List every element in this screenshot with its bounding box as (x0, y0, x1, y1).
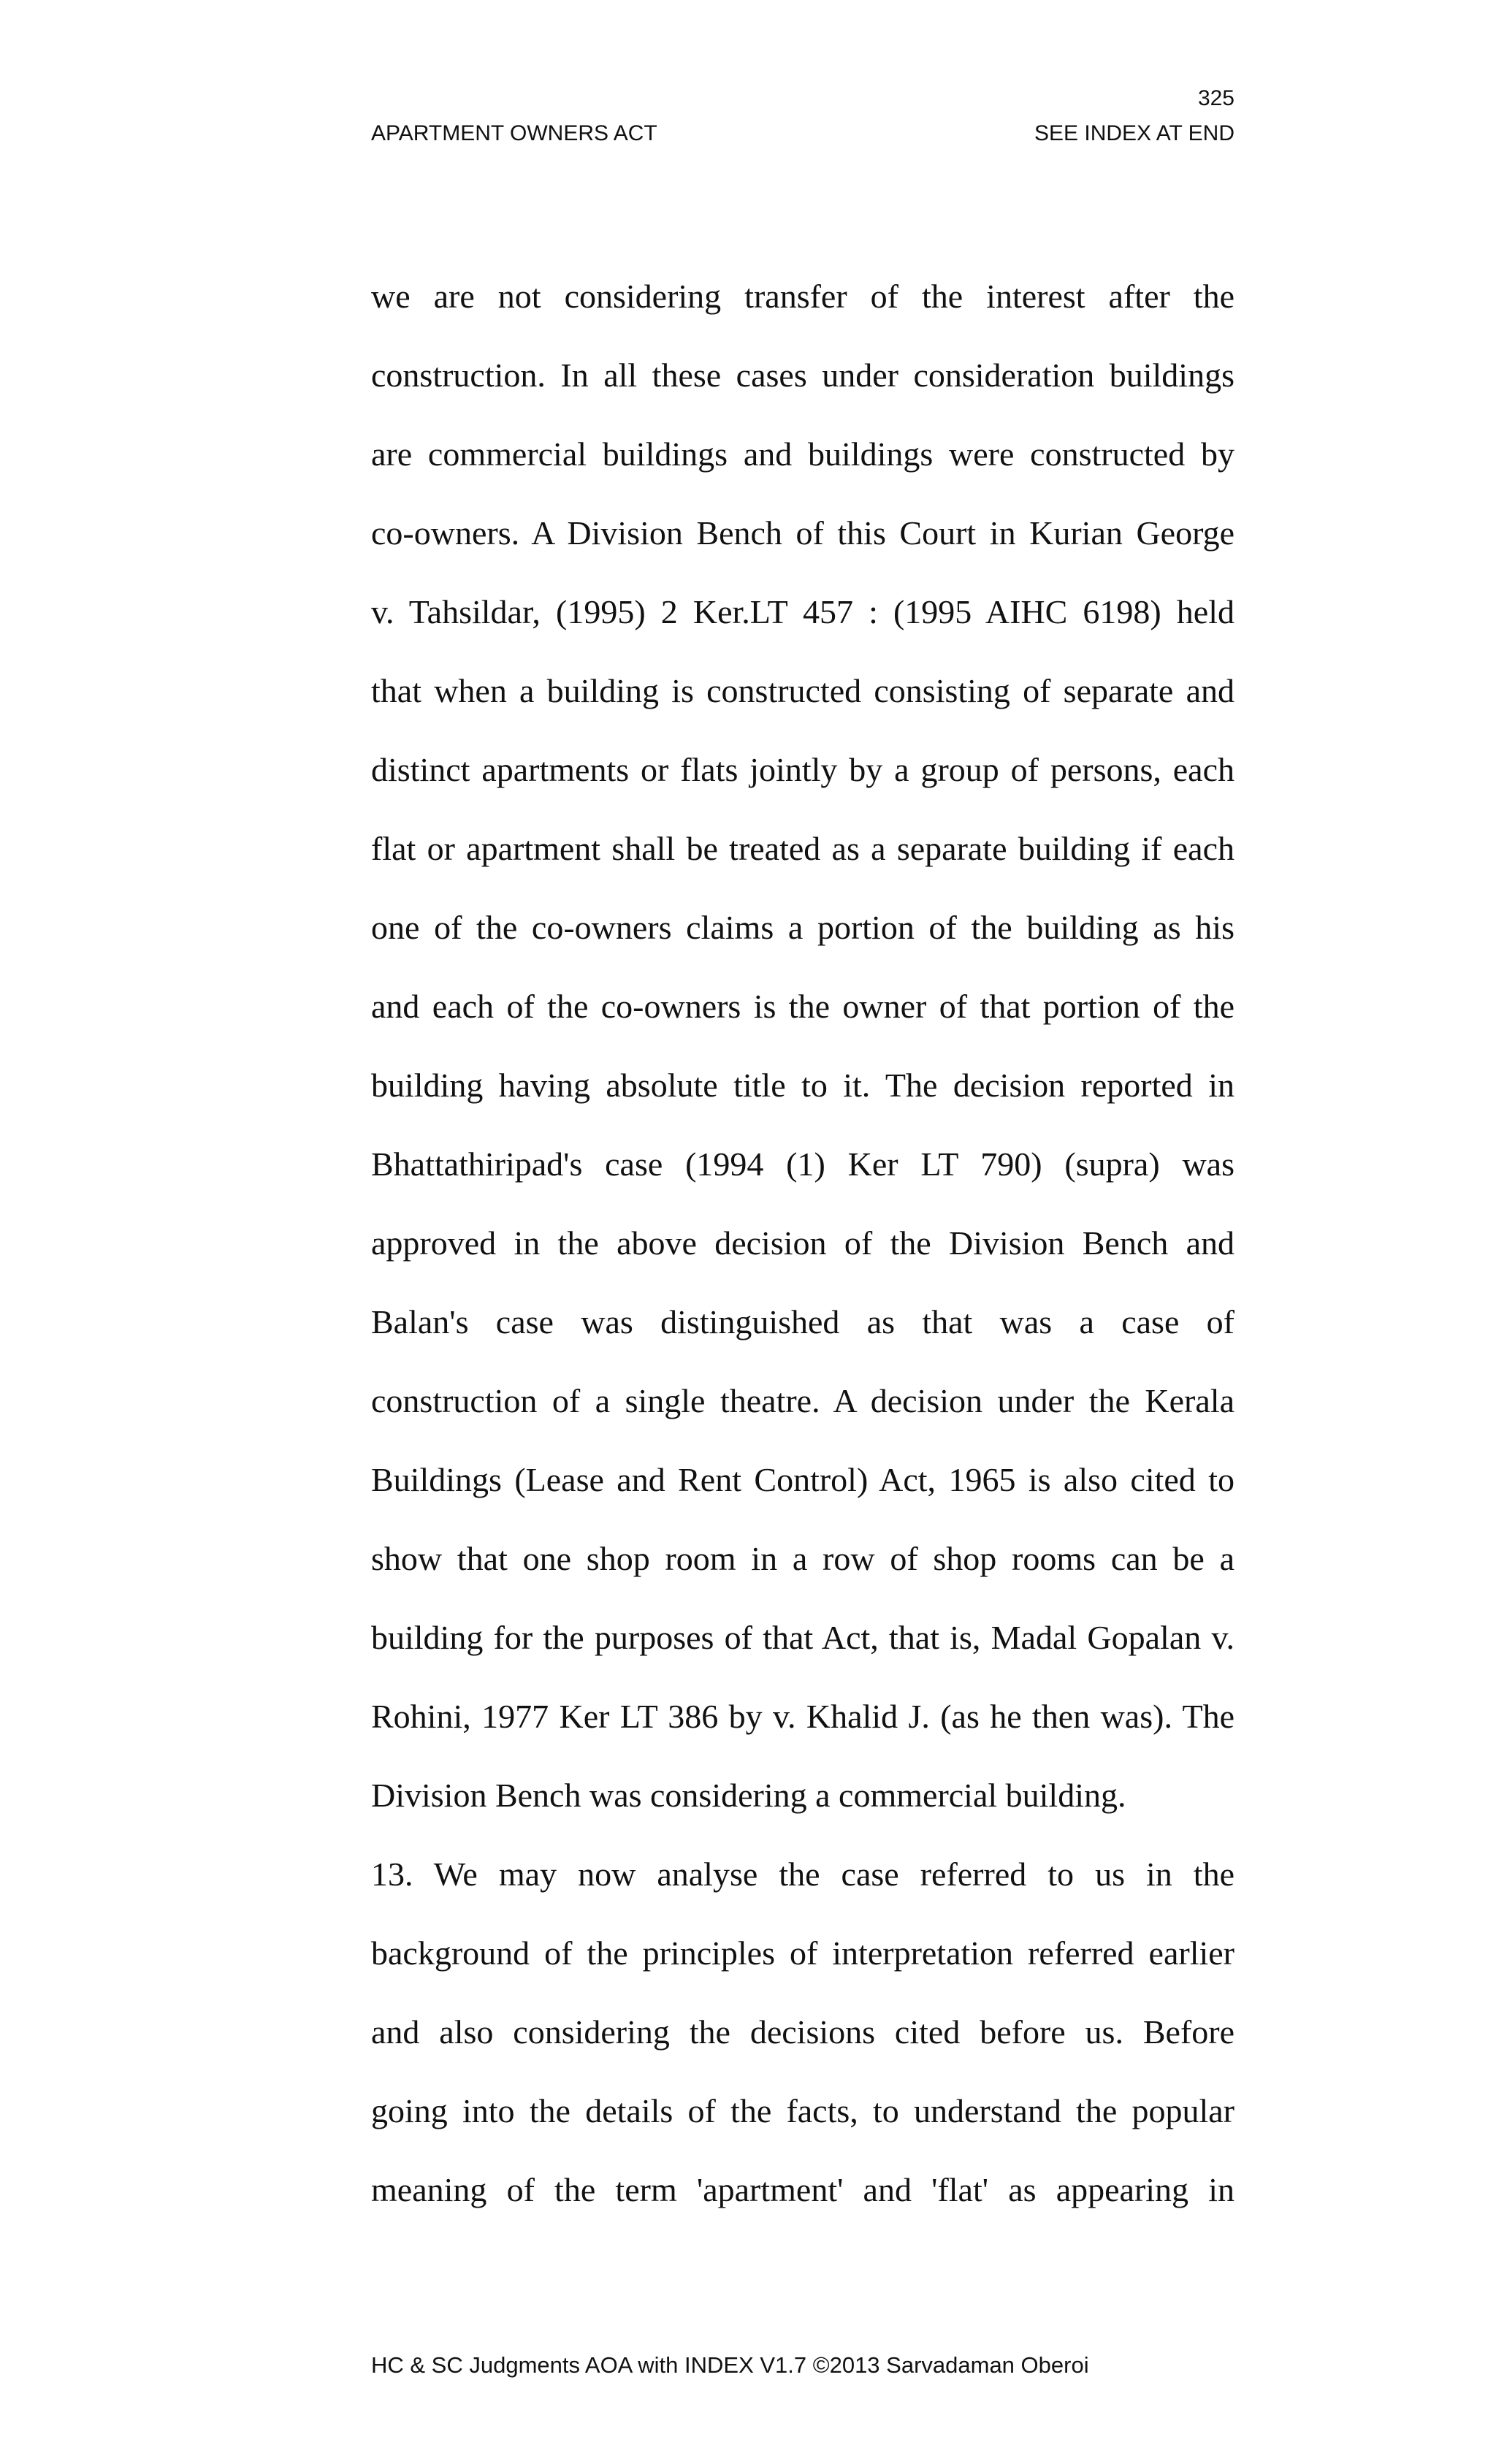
text-line: and each of the co-owners is the owner of that portion of the (371, 988, 1234, 1025)
text-line: v. Tahsildar, (1995) 2 Ker.LT 457 : (1995 AIHC 6198) held (371, 593, 1234, 630)
text-line: Balan's case was distinguished as that was a case of (371, 1303, 1234, 1340)
text-line: are commercial buildings and buildings were constructed by (371, 435, 1234, 473)
footer: HC & SC Judgments AOA with INDEX V1.7 ©2013 Sarvadaman Oberoi (371, 2352, 1089, 2378)
text-line: co-owners. A Division Bench of this Court in Kurian George (371, 514, 1234, 552)
text-line: approved in the above decision of the Division Bench and (371, 1224, 1234, 1262)
text-line: 13. We may now analyse the case referred to us in the (371, 1855, 1234, 1893)
text-line: that when a building is constructed consisting of separate and (371, 672, 1234, 709)
text-line: construction of a single theatre. A decision under the Kerala (371, 1382, 1234, 1419)
text-line: going into the details of the facts, to understand the popular (371, 2092, 1234, 2129)
text-line: and also considering the decisions cited before us. Before (371, 2013, 1234, 2051)
text-line: Rohini, 1977 Ker LT 386 by v. Khalid J. (as he then was). The (371, 1698, 1234, 1735)
text-line: building for the purposes of that Act, that is, Madal Gopalan v. (371, 1619, 1234, 1656)
header-left-title: APARTMENT OWNERS ACT (371, 121, 657, 145)
text-line: Division Bench was considering a commercial building. (371, 1777, 1126, 1814)
running-header (371, 123, 1234, 145)
text-line: building having absolute title to it. The decision reported in (371, 1067, 1234, 1104)
body-text (371, 257, 1234, 2230)
page-number: 325 (1197, 86, 1234, 110)
text-line: Bhattathiripad's case (1994 (1) Ker LT 790) (supra) was (371, 1145, 1234, 1183)
text-line: flat or apartment shall be treated as a separate building if each (371, 830, 1234, 867)
text-line: distinct apartments or flats jointly by a group of persons, each (371, 751, 1234, 788)
text-line: meaning of the term 'apartment' and 'flat' as appearing in (371, 2171, 1234, 2208)
text-line: one of the co-owners claims a portion of the building as his (371, 909, 1234, 946)
text-line: background of the principles of interpretation referred earlier (371, 1934, 1234, 1972)
header-right-note: SEE INDEX AT END (1034, 121, 1234, 145)
text-line: we are not considering transfer of the interest after the (371, 278, 1234, 315)
text-line: show that one shop room in a row of shop rooms can be a (371, 1540, 1234, 1577)
text-line: construction. In all these cases under consideration buildings (371, 356, 1234, 394)
text-line: Buildings (Lease and Rent Control) Act, 1965 is also cited to (371, 1461, 1234, 1498)
